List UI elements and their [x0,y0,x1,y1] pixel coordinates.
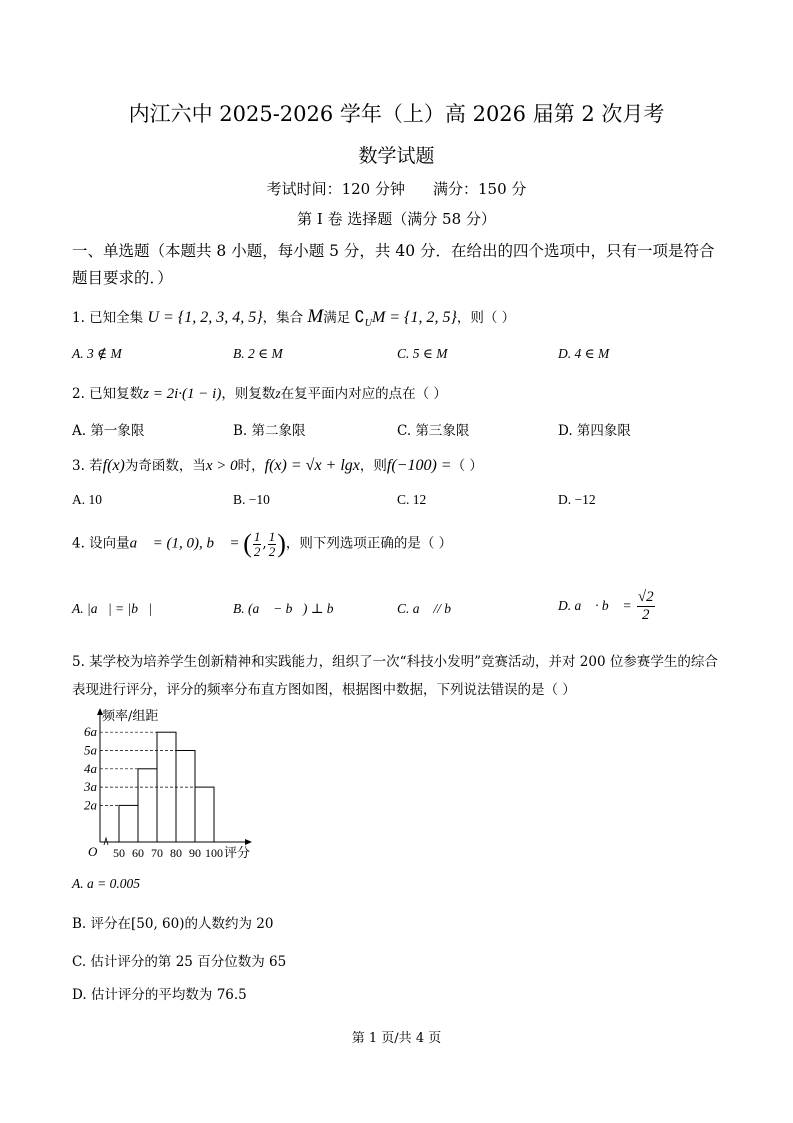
histogram-bar [138,769,157,842]
q4-option-c[interactable]: C. a⃗ // b⃗ [397,601,462,616]
x-axis-arrow [245,839,252,845]
q4-frac-2: $\frac{1}{2}$ [268,528,276,559]
y-tick-label: 6a [84,724,97,740]
q5-option-c[interactable]: C. 估计评分的第 25 百分位数为 65 [72,954,287,970]
exam-time: 考试时间：120 分钟 [266,180,405,198]
q4-option-d-fraction: $\frac{√2}{2}$ [637,589,654,623]
q5-option-a[interactable]: A. a = 0.005 [72,876,140,891]
x-tick-label: 80 [170,846,182,860]
q1-set-m: M [307,306,324,327]
question-3: 3. 若f(x)为奇函数，当x > 0时，f(x) = √x + lgx，则f(−100) =（ ） [72,457,483,474]
frequency-histogram [70,706,260,866]
exam-subtitle: 数学试题 [358,145,435,167]
q4-vectors: a⃗ = (1, 0), b⃗ = [129,535,244,552]
question-2: 2. 已知复数z = 2i·(1 − i)，则复数z在复平面内对应的点在（ ） [72,386,447,402]
q2-option-b[interactable]: B. 第二象限 [233,423,306,439]
x-tick-label: 60 [132,846,144,860]
y-axis-label: 频率/组距 [102,709,159,724]
section-heading: 第 I 卷 选择题（满分 58 分） [297,210,496,228]
q5-option-b[interactable]: B. 评分在[50, 60)的人数约为 20 [72,916,274,932]
part-instructions: 一、单选题（本题共 8 小题，每小题 5 分，共 40 分．在给出的四个选项中，只有一项是符合题目要求的．） [72,242,715,287]
x-tick-label: 50 [113,846,125,860]
x-tick-label: 70 [151,846,163,860]
q3-option-d[interactable]: D. −12 [558,492,596,507]
q2-option-a[interactable]: A. 第一象限 [72,423,145,439]
y-tick-label: 4a [84,760,97,776]
q2-option-d[interactable]: D. 第四象限 [558,423,631,439]
origin-label: O [88,844,98,859]
q4-option-b[interactable]: B. (a⃗ − b⃗) ⊥ b⃗ [233,601,345,616]
exam-info [0,178,793,199]
y-tick-label: 2a [84,797,97,813]
y-tick-label: 3a [84,779,97,795]
q1-option-d[interactable]: D. 4 ∈ M [558,346,610,361]
q3-option-c[interactable]: C. 12 [397,492,427,507]
exam-title: 内江六中 2025-2026 学年（上）高 2026 届第 2 次月考 [128,102,665,126]
q1-option-a[interactable]: A. 3 ∉ M [72,346,122,361]
q2-option-c[interactable]: C. 第三象限 [397,423,470,439]
q3-option-b[interactable]: B. −10 [233,492,270,507]
q1-universal-set: U = {1, 2, 3, 4, 5} [147,309,263,326]
x-tick-label: 100 [205,846,223,860]
q4-option-a[interactable]: A. |a⃗| = |b⃗| [72,601,153,616]
q5-option-d[interactable]: D. 估计评分的平均数为 76.5 [72,987,247,1003]
histogram-bar [176,751,195,843]
x-tick-label: 90 [189,846,201,860]
histogram-bar [119,805,138,842]
q1-option-c[interactable]: C. 5 ∈ M [397,346,448,361]
q3-option-a[interactable]: A. 10 [72,492,102,507]
question-1: 1. 已知全集 U = {1, 2, 3, 4, 5}，集合 M满足 $∁_UM = \{1$, 2, 5}，则（ ） [72,306,516,330]
question-4: 4. 设向量a⃗ = (1, 0), b⃗ = ( $\frac{1}{2}$ , $\frac{1}{2}$ )，则下列选项正确的是（ ） [72,528,453,559]
y-tick-label: 5a [84,742,97,758]
q2-complex-expr: z = 2i·(1 − i) [143,386,222,402]
q1-complement: $∁_UM = \{1$, 2, 5} [354,309,457,330]
page-footer: 第 1 页/共 4 页 [351,1031,442,1046]
full-score: 满分：150 分 [433,180,527,198]
x-axis-label: 评分 [224,846,251,861]
q3-function-def: f(x) = √x + lgx [264,457,360,474]
q4-option-d[interactable]: D. a⃗ · b⃗ = $\frac{√2}{2}$ [558,589,654,623]
question-5: 5. 某学校为培养学生创新精神和实践能力，组织了一次“科技小发明”竞赛活动，并对 200 位参赛学生的综合表现进行评分，评分的频率分布直方图如图，根据图中数据，下列说法错误的是（ ） [72,654,718,698]
q4-frac-1: $\frac{1}{2}$ [253,528,261,559]
q1-option-b[interactable]: B. 2 ∈ M [233,346,283,361]
histogram-bar [195,787,214,842]
